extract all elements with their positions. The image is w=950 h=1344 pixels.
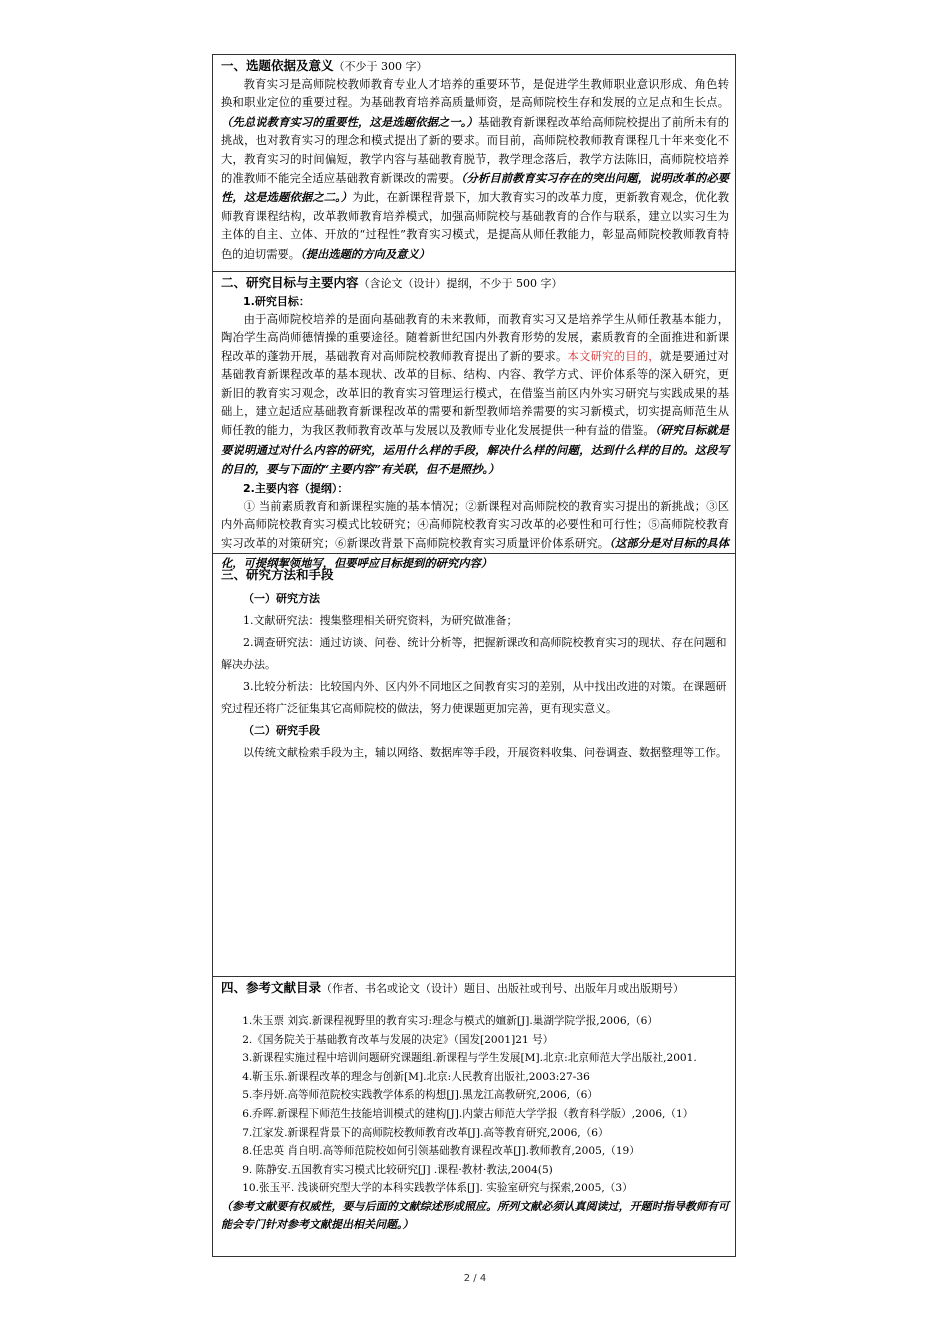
- content-comment: （这部分是对目标的具体化，可提纲挈领地写，但要呼应目标提到的研究内容）: [221, 536, 729, 570]
- basis-comment-2: （分析目前教育实习存在的突出问题，说明改革的必要性，这是选题依据之二。）: [221, 171, 729, 205]
- section-basis-note: （不少于 300 字）: [333, 60, 428, 73]
- section-basis-title: [221, 57, 729, 76]
- method-item-4: 以传统文献检索手段为主，辅以网络、数据库等手段，开展资料收集、问卷调查、数据整理等工作。: [243, 746, 727, 759]
- method-item-2: 2.调查研究法：通过访谈、问卷、统计分析等，把握新课改和高师院校教育实习的现状、存在问题和解决办法。: [221, 636, 727, 671]
- reference-item: 4.靳玉乐.新课程改革的理念与创新[M].北京:人民教育出版社,2003:27-36: [242, 1070, 590, 1083]
- section-basis-heading: 一、选题依据及意义: [221, 58, 334, 73]
- basis-comment-1: （先总说教育实习的重要性，这是选题依据之一。）: [221, 114, 478, 129]
- goal-label: 1.研究目标：: [243, 295, 310, 308]
- basis-text-2: 基础教育新课程改革给高师院校提出了前所未有的挑战，也对教育实习的理念和模式提出了新的要求。而目前，高师院校教师教育课程几十年来变化不大，教育实习的时间偏短，教学内容与基础教育脱节，教学理念落后，教学方法陈旧，高师院校培养的准教师不能完全适应基础教育新课改的需要。: [221, 115, 729, 186]
- section-basis: [212, 54, 736, 271]
- basis-comment-3: （提出选题的方向及意义）: [300, 246, 431, 261]
- section-goals: [212, 271, 736, 570]
- method-item-1: 1.文献研究法：搜集整理相关研究资料，为研究做准备；: [243, 614, 518, 627]
- reference-item: 10.张玉平. 浅谈研究型大学的本科实践教学体系[J]. 实验室研究与探索,2005,（3）: [242, 1182, 633, 1195]
- section-goals-note: （含论文（设计）提纲，不少于 500 字）: [358, 277, 563, 290]
- section-goals-heading: 二、研究目标与主要内容: [221, 275, 359, 290]
- references-comment: （参考文献要有权威性，要与后面的文献综述形成照应。所列文献必须认真阅读过，开题时指导教师有可能会专门针对参考文献提出相关问题。）: [221, 1199, 729, 1232]
- method-sub1: [221, 588, 729, 610]
- page-number: 2 / 4: [463, 1273, 487, 1284]
- method-sub1-text: （一）研究方法: [243, 592, 320, 605]
- reference-item: 7.江家发.新课程背景下的高师院校教师教育改革[J].高等教育研究,2006,（6）: [242, 1126, 609, 1139]
- basis-text-1: 教育实习是高师院校教师教育专业人才培养的重要环节，是促进学生教师职业意识形成、角色转换和职业定位的重要过程。为基础教育培养高质量师资，是高师院校生存和发展的立足点和生长点。: [221, 78, 729, 110]
- reference-item: 9. 陈静安.五国教育实习模式比较研究[J] .课程·教材·教法,2004(5): [242, 1163, 553, 1176]
- section-methods-title: 三、研究方法和手段: [221, 567, 334, 582]
- reference-item: 3.新课程实施过程中培训问题研究课题组.新课程与学生发展[M].北京:北京师范大学出版社,2001.: [242, 1052, 697, 1065]
- reference-item: 8.任忠英 肖自明.高等师范院校如何引领基础教育课程改革[J].教师教育,2005,（19）: [242, 1145, 640, 1158]
- method-sub2: [221, 720, 729, 742]
- reference-item: 6.乔晖.新课程下师范生技能培训模式的建构[J].内蒙古师范大学学报（教育科学版）,2006,（1）: [242, 1107, 694, 1120]
- section-goals-title: [221, 274, 729, 293]
- content-text: ① 当前素质教育和新课程实施的基本情况；②新课程对高师院校的教育实习提出的新挑战；③区内外高师院校教育实习模式比较研究；④高师院校教育实习改革的必要性和可行性；⑤高师院校教育实习改革的对策研究；⑥新课改背景下高师院校教育实习质量评价体系研究。: [221, 499, 729, 551]
- section-methods: [212, 553, 736, 976]
- content-label: 2.主要内容（提纲）：: [243, 481, 349, 495]
- goal-text-1: 由于高师院校培养的是面向基础教育的未来教师，而教育实习又是培养学生从师任教基本能力，陶冶学生高尚师德情操的重要途径。随着新世纪国内外教育形势的发展，素质教育的全面推进和新课程改革的蓬勃开展，基础教育对高师院校教师教育提出了新的要求。: [221, 313, 729, 363]
- section-references-heading: 四、参考文献目录: [221, 980, 322, 995]
- section-references: [212, 976, 736, 1257]
- method-item-3: 3.比较分析法：比较国内外、区内外不同地区之间教育实习的差别，从中找出改进的对策。在课题研究过程还将广泛征集其它高师院校的做法，努力使课题更加完善，更有现实意义。: [221, 680, 727, 715]
- goal-body: [221, 311, 729, 480]
- goal-comment: （研究目标就是要说明通过对什么内容的研究，运用什么样的手段，解决什么样的问题，达到什么样的目的。这段写的目的，要与下面的“主要内容”有关联，但不是照抄。）: [221, 423, 729, 477]
- reference-list: [221, 1012, 729, 1198]
- method-sub2-text: （二）研究手段: [243, 724, 320, 737]
- basis-text-3: 为此，在新课程背景下，加大教育实习的改革力度，更新教育观念，优化教师教育课程结构，改革教师教育培养模式，加强高师院校与基础教育的合作与联系，建立以实习生为主体的自主、立体、开放的“过程性”教育实习模式，是提高从师任教能力，彰显高师院校教师教育特色的迫切需要。: [221, 191, 729, 261]
- section-references-note: （作者、书名或论文（设计）题目、出版社或刊号、出版年月或出版期号）: [321, 982, 685, 995]
- reference-item: 5.李丹妍.高等师范院校实践教学体系的构想[J].黑龙江高教研究,2006,（6）: [242, 1089, 599, 1102]
- reference-item: 1.朱玉票 刘宾.新课程视野里的教育实习:理念与模式的嬗新[J].巢湖学院学报,2006,（6）: [242, 1015, 658, 1027]
- section-references-title: [221, 979, 729, 998]
- goal-highlight: 本文研究的目的，: [567, 349, 660, 363]
- goal-text-2: 就是要通过对基础教育新课程改革的基本现状、改革的目标、结构、内容、教学方式、评价体系等的深入研究，更新旧的教育实习观念，改革旧的教育实习管理运行模式，在借鉴当前区内外实习研究与实践成果的基础上，建立起适应基础教育新课程改革的需要和新型教师培养需要的实习新模式，切实提高师范生从师任教的能力，为我区教师教育改革与发展以及教师专业化发展提供一种有益的借鉴。: [221, 349, 729, 438]
- section-basis-body: [221, 76, 729, 264]
- reference-item: 2.《国务院关于基础教育改革与发展的决定》（国发[2001]21 号）: [242, 1033, 554, 1046]
